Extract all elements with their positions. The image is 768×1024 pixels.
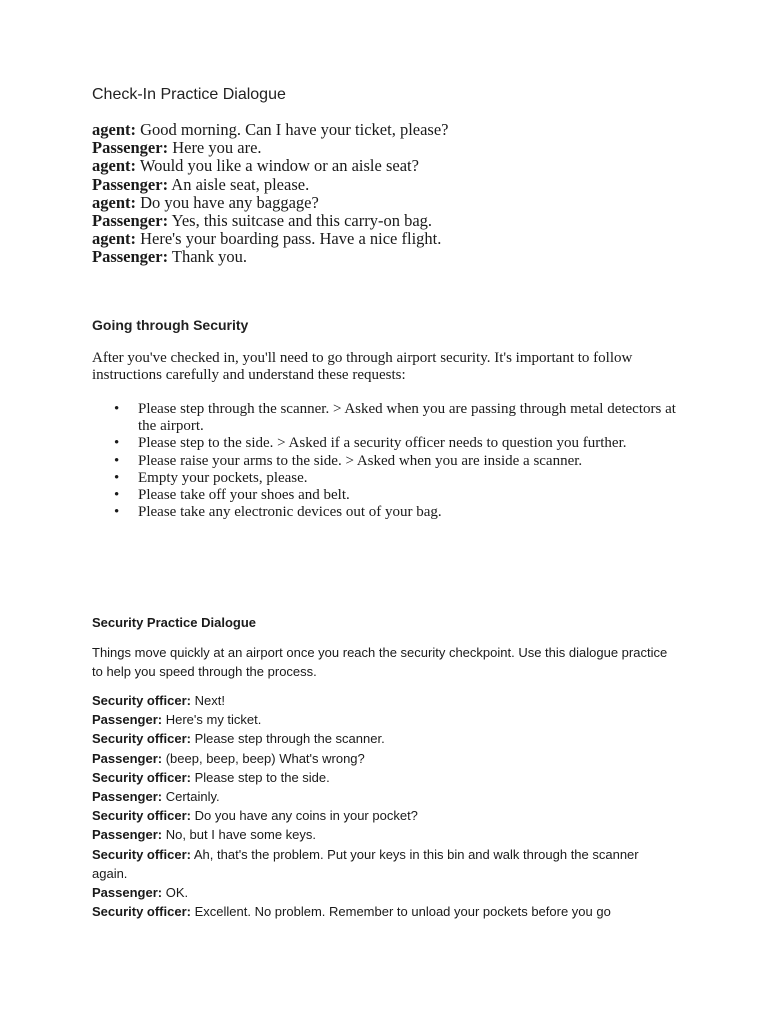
- security-intro: After you've checked in, you'll need to go through airport security. It's important to follow instructions carefully and understand these requests:: [92, 350, 633, 384]
- speaker-label: Security officer:: [92, 731, 191, 747]
- bullet-icon: •: [114, 452, 120, 469]
- speaker-label: agent:: [92, 120, 136, 139]
- dialogue-text: Excellent. No problem. Remember to unload your pockets before you go: [194, 904, 611, 920]
- list-item: [92, 435, 682, 452]
- dialogue-line: [92, 768, 677, 787]
- security-requests-list: [92, 401, 682, 521]
- dialogue-text: Here you are.: [172, 138, 262, 158]
- dialogue-text: Thank you.: [171, 247, 248, 267]
- list-item: [92, 470, 682, 487]
- dialogue-line: [92, 248, 449, 266]
- dialogue-line: [92, 787, 677, 806]
- dialogue-line: [92, 691, 677, 710]
- speaker-label: Passenger:: [92, 211, 169, 231]
- bullet-icon: •: [114, 487, 120, 504]
- bullet-icon: •: [114, 435, 120, 452]
- dialogue-text: Good morning. Can I have your ticket, please?: [140, 120, 449, 139]
- list-item-text: Please step to the side. > Asked if a security officer needs to question you further.: [138, 435, 627, 452]
- bullet-icon: •: [114, 469, 120, 486]
- dialogue-text: Yes, this suitcase and this carry-on bag.: [171, 211, 433, 231]
- dialogue-text: No, but I have some keys.: [165, 827, 317, 843]
- security-practice-intro: Things move quickly at an airport once you reach the security checkpoint. Use this dialogue practice to help you speed through the process.: [92, 645, 668, 680]
- dialogue-text: Here's your boarding pass. Have a nice flight.: [140, 229, 442, 249]
- checkin-title: Check-In Practice Dialogue: [92, 86, 286, 103]
- dialogue-text: Ah, that's the problem. Put your keys in this bin and walk through the scanner again.: [92, 846, 639, 881]
- security-title: Going through Security: [92, 317, 249, 333]
- speaker-label: Security officer:: [92, 846, 191, 862]
- bullet-icon: •: [114, 504, 120, 521]
- list-item: [92, 487, 682, 504]
- speaker-label: Passenger:: [92, 885, 163, 901]
- dialogue-line: [92, 139, 449, 157]
- dialogue-text: Certainly.: [165, 789, 220, 805]
- speaker-label: Security officer:: [92, 693, 191, 708]
- dialogue-line: [92, 902, 677, 921]
- speaker-label: Security officer:: [92, 808, 191, 824]
- bullet-icon: •: [114, 401, 120, 417]
- dialogue-line: [92, 806, 677, 825]
- dialogue-text: An aisle seat, please.: [171, 174, 310, 194]
- list-item-text: Please step through the scanner. > Asked when you are passing through metal detectors at the airport.: [138, 401, 676, 435]
- dialogue-line: [92, 212, 449, 230]
- speaker-label: Passenger:: [92, 827, 163, 843]
- speaker-label: agent:: [92, 192, 136, 212]
- dialogue-line: [92, 845, 677, 883]
- dialogue-line: [92, 825, 677, 844]
- dialogue-text: Do you have any baggage?: [140, 192, 319, 212]
- dialogue-text: Next!: [194, 693, 225, 708]
- dialogue-line: [92, 749, 677, 768]
- list-item-text: Please raise your arms to the side. > Asked when you are inside a scanner.: [138, 452, 583, 469]
- speaker-label: Passenger:: [92, 138, 169, 158]
- speaker-label: agent:: [92, 229, 136, 249]
- dialogue-text: Please step to the side.: [194, 769, 330, 785]
- speaker-label: Passenger:: [92, 789, 163, 805]
- list-item-text: Empty your pockets, please.: [138, 469, 308, 486]
- dialogue-text: Do you have any coins in your pocket?: [194, 808, 418, 824]
- speaker-label: Security officer:: [92, 904, 191, 920]
- security-practice-title: Security Practice Dialogue: [92, 615, 257, 630]
- dialogue-text: Please step through the scanner.: [194, 731, 385, 747]
- speaker-label: Security officer:: [92, 769, 191, 785]
- list-item: [92, 453, 682, 470]
- speaker-label: Passenger:: [92, 247, 169, 267]
- dialogue-text: (beep, beep, beep) What's wrong?: [165, 750, 365, 766]
- dialogue-line: [92, 176, 449, 194]
- speaker-label: agent:: [92, 156, 136, 176]
- list-item: [92, 401, 682, 435]
- dialogue-line: [92, 729, 677, 748]
- speaker-label: Passenger:: [92, 712, 163, 728]
- dialogue-text: Would you like a window or an aisle seat?: [139, 156, 419, 176]
- dialogue-line: [92, 194, 449, 212]
- dialogue-line: [92, 157, 449, 175]
- speaker-label: Passenger:: [92, 750, 163, 766]
- list-item: [92, 504, 682, 521]
- dialogue-text: Here's my ticket.: [165, 712, 262, 728]
- list-item-text: Please take off your shoes and belt.: [138, 487, 350, 504]
- security-practice-dialogue: [92, 691, 677, 921]
- list-item-text: Please take any electronic devices out of your bag.: [138, 504, 442, 521]
- speaker-label: Passenger:: [92, 174, 169, 194]
- dialogue-line: [92, 230, 449, 248]
- dialogue-line: [92, 710, 677, 729]
- dialogue-text: OK.: [165, 885, 189, 901]
- dialogue-line: [92, 883, 677, 902]
- checkin-dialogue: [92, 121, 449, 267]
- dialogue-line: [92, 121, 449, 139]
